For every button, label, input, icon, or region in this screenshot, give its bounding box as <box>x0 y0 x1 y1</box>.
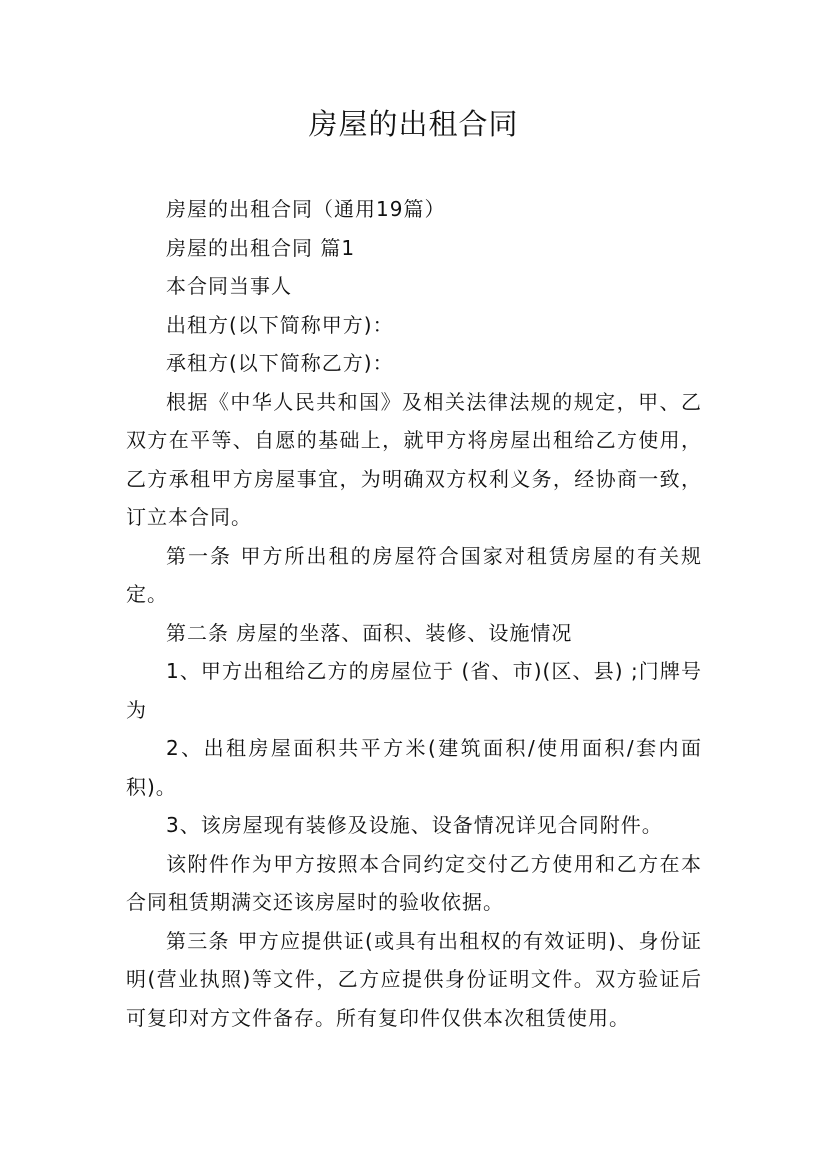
paragraph-item-2: 2、出租房屋面积共平方米(建筑面积/使用面积/套内面积)。 <box>126 736 702 799</box>
paragraph-item-1: 1、甲方出租给乙方的房屋位于 (省、市)(区、县) ;门牌号为 <box>126 659 702 722</box>
paragraph-article-2: 第二条 房屋的坐落、面积、装修、设施情况 <box>166 620 573 645</box>
paragraph-attachment: 该附件作为甲方按照本合同约定交付乙方使用和乙方在本合同租赁期满交还该房屋时的验收依据。 <box>126 851 702 914</box>
paragraph-parties: 本合同当事人 <box>166 274 292 298</box>
paragraph-lessee: 承租方(以下简称乙方)： <box>166 351 394 375</box>
paragraph-lessor: 出租方(以下简称甲方)： <box>166 312 394 337</box>
paragraph-subtitle: 房屋的出租合同（通用19篇） <box>166 197 446 221</box>
paragraph-article-1: 第一条 甲方所出租的房屋符合国家对租赁房屋的有关规定。 <box>126 543 702 606</box>
paragraph-article-3: 第三条 甲方应提供证(或具有出租权的有效证明)、身份证明(营业执照)等文件，乙方应提供身份证明文件。双方验证后可复印对方文件备存。所有复印件仅供本次租赁使用。 <box>126 928 702 1030</box>
paragraph-section-heading: 房屋的出租合同 篇1 <box>166 235 356 260</box>
document-body <box>126 190 702 1037</box>
paragraph-item-3: 3、该房屋现有装修及设施、设备情况详见合同附件。 <box>166 813 663 837</box>
paragraph-preamble: 根据《中华人民共和国》及相关法律法规的规定，甲、乙双方在平等、自愿的基础上，就甲方将房屋出租给乙方使用，乙方承租甲方房屋事宜，为明确双方权利义务，经协商一致，订立本合同。 <box>126 389 702 529</box>
document-title: 房屋的出租合同 <box>308 107 519 141</box>
